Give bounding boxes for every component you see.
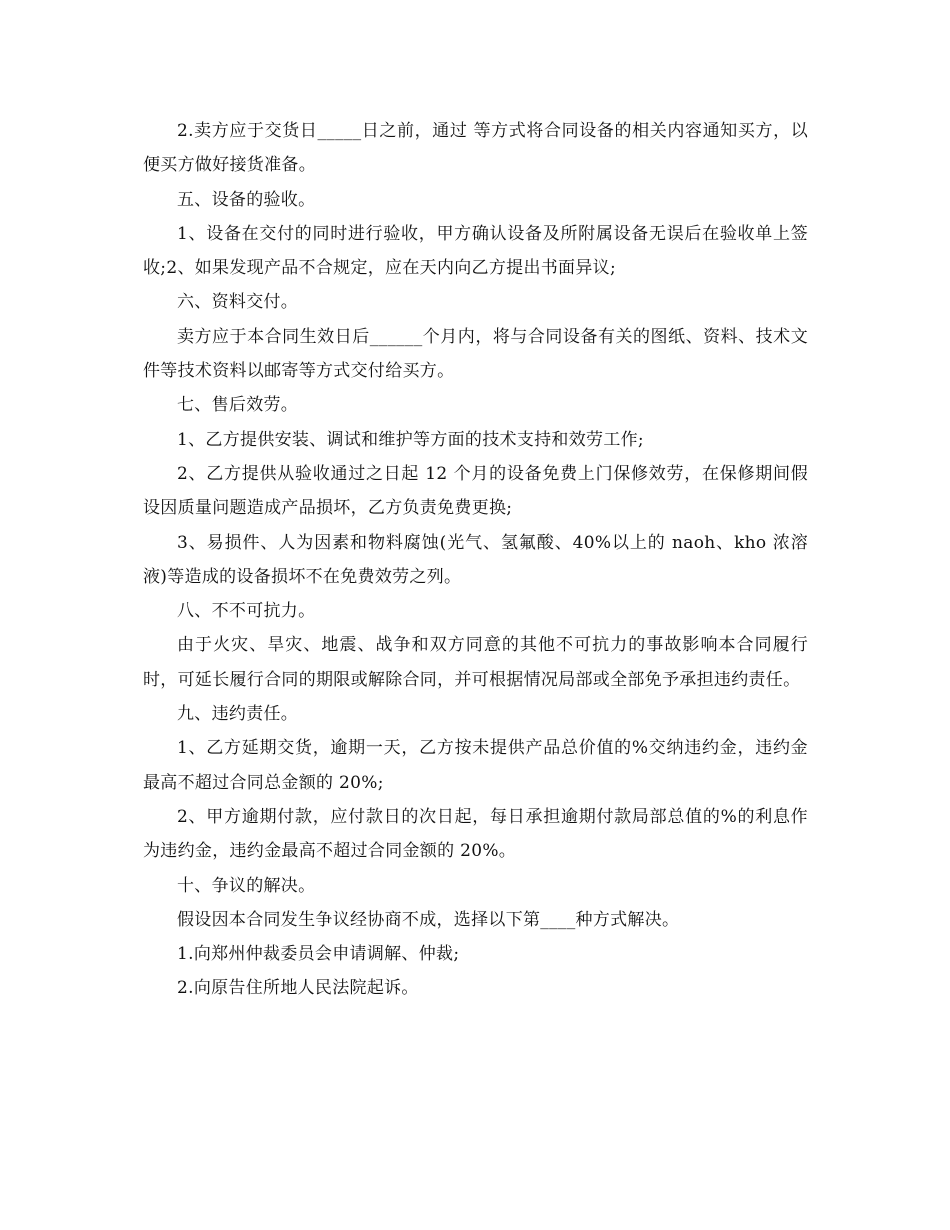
paragraph-after-sales-3: 3、易损件、人为因素和物料腐蚀(光气、氢氟酸、40%以上的 naoh、kho 浓溶液)等造成的设备损坏不在免费效劳之列。 [143,532,808,587]
heading-after-sales: 七、售后效劳。 [177,395,299,416]
heading-acceptance: 五、设备的验收。 [177,189,316,210]
paragraph-after-sales-1: 1、乙方提供安装、调试和维护等方面的技术支持和效劳工作; [177,429,644,450]
paragraph-after-sales-2: 2、乙方提供从验收通过之日起 12 个月的设备免费上门保修效劳，在保修期间假设因质量问题造成产品损坏，乙方负责免费更换; [143,463,808,519]
paragraph-breach-1: 1、乙方延期交货，逾期一天，乙方按未提供产品总价值的%交纳违约金，违约金最高不超过合同总金额的 20%; [143,738,808,793]
heading-dispute: 十、争议的解决。 [177,875,316,896]
heading-documents: 六、资料交付。 [177,292,299,313]
paragraph-delivery-notice: 2.卖方应于交货日_____日之前，通过 等方式将合同设备的相关内容通知买方，以便买方做好接货准备。 [143,121,808,176]
paragraph-dispute: 假设因本合同发生争议经协商不成，选择以下第____种方式解决。 [177,909,680,930]
paragraph-acceptance: 1、设备在交付的同时进行验收，甲方确认设备及所附属设备无误后在验收单上签收;2、如果发现产品不合规定，应在天内向乙方提出书面异议; [143,223,808,279]
paragraph-dispute-option-2: 2.向原告住所地人民法院起诉。 [177,978,419,999]
heading-force-majeure: 八、不不可抗力。 [177,601,316,622]
paragraph-force-majeure: 由于火灾、旱灾、地震、战争和双方同意的其他不可抗力的事故影响本合同履行时，可延长履行合同的期限或解除合同，并可根据情况局部或全部免予承担违约责任。 [143,635,808,690]
heading-breach: 九、违约责任。 [177,704,299,725]
paragraph-breach-2: 2、甲方逾期付款，应付款日的次日起，每日承担逾期付款局部总值的%的利息作为违约金，违约金最高不超过合同金额的 20%。 [143,806,808,862]
paragraph-documents: 卖方应于本合同生效日后______个月内，将与合同设备有关的图纸、资料、技术文件等技术资料以邮寄等方式交付给买方。 [143,326,808,382]
paragraph-dispute-option-1: 1.向郑州仲裁委员会申请调解、仲裁; [177,944,460,965]
document-body [143,114,808,1006]
